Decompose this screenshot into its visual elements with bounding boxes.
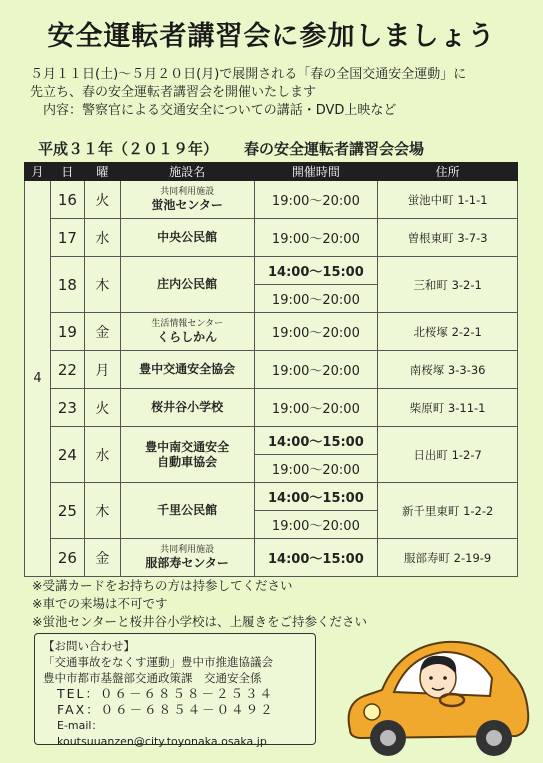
table-row [25,257,518,285]
weekday-cell: 木 [84,257,120,313]
venue-cell [120,257,254,313]
day-cell: 24 [50,427,84,483]
day-cell: 25 [50,483,84,539]
venue-cell [120,351,254,389]
intro-line: 先立ち、春の安全運転者講習会を開催いたします [30,85,317,100]
address-cell: 三和町 3-2-1 [378,257,518,313]
table-header-row [25,163,518,181]
venue-cell [120,427,254,483]
venue-name: 中央公民館 [157,230,218,244]
schedule-year: 平成３１年（２０１９年） [38,140,219,158]
venue-cell [120,389,254,427]
day-cell: 26 [50,539,84,577]
venue-cell [120,181,254,219]
note-item: ※受講カードをお持ちの方は持参してください [32,578,293,593]
note-item: ※蛍池センターと桜井谷小学校は、上履きをご持参ください [32,614,367,629]
venue-name: 千里公民館 [157,503,218,517]
table-row [25,427,518,455]
day-cell: 22 [50,351,84,389]
time-cell: 19:00～20:00 [254,313,378,351]
intro-line: ５月１１日(土)～５月２０日(月)で展開される「春の全国交通安全運動」に [30,67,467,82]
contact-fax: FAX：０６－６８５４－０４９２ [57,702,275,717]
address-cell: 服部寿町 2-19-9 [378,539,518,577]
venue-cell [120,539,254,577]
venue-name: 豊中交通安全協会 [139,362,236,376]
weekday-cell: 金 [84,313,120,351]
table-row [25,219,518,257]
schedule-heading [38,138,508,159]
venue-name: 豊中南交通安全 自動車協会 [145,439,230,469]
day-cell: 17 [50,219,84,257]
weekday-cell: 木 [84,483,120,539]
venue-cell [120,219,254,257]
schedule-table [24,162,518,577]
weekday-cell: 水 [84,427,120,483]
page-title: 安全運転者講習会に参加しましょう [47,21,496,52]
table-row [25,181,518,219]
time-cell: 14:00～15:00 [254,483,378,511]
contact-email: E-mail：koutsuuanzen@city.toyonaka.osaka.jp [57,719,267,748]
day-cell: 16 [50,181,84,219]
time-cell: 19:00～20:00 [254,285,378,313]
venue-subtitle: 共同利用施設 [160,187,215,197]
time-cell: 19:00～20:00 [254,181,378,219]
intro-text [30,66,520,120]
weekday-cell: 月 [84,351,120,389]
contact-tel: TEL：０６－６８５８－２５３４ [57,686,274,701]
table-row [25,539,518,577]
address-cell: 曽根東町 3-7-3 [378,219,518,257]
headlight [364,704,380,720]
table-row [25,351,518,389]
contact-label: 【お問い合わせ】 [43,639,135,653]
venue-cell [120,313,254,351]
venue-name: くらしかん [157,330,218,344]
header-time: 開催時間 [254,163,378,181]
header-month: 月 [25,163,51,181]
weekday-cell: 金 [84,539,120,577]
contact-org: 「交通事故をなくす運動」豊中市推進協議会 [43,655,273,669]
contact-box [34,633,316,748]
header-venue: 施設名 [120,163,254,181]
day-cell: 19 [50,313,84,351]
time-cell: 19:00～20:00 [254,455,378,483]
venue-name: 桜井谷小学校 [151,400,224,414]
time-cell: 14:00～15:00 [254,257,378,285]
time-cell: 19:00～20:00 [254,511,378,539]
intro-content-line: 内容：警察官による交通安全についての講話・DVD上映など [43,103,397,118]
schedule-name: 春の安全運転者講習会会場 [244,140,425,158]
time-cell: 19:00～20:00 [254,219,378,257]
address-cell: 北桜塚 2-2-1 [378,313,518,351]
time-cell: 19:00～20:00 [254,351,378,389]
address-cell: 南桜塚 3-3-36 [378,351,518,389]
time-cell: 14:00～15:00 [254,427,378,455]
day-cell: 23 [50,389,84,427]
venue-name: 庄内公民館 [157,277,218,291]
venue-subtitle: 生活情報センター [151,319,223,329]
table-row [25,483,518,511]
header-address: 住所 [378,163,518,181]
time-cell: 14:00～15:00 [254,539,378,577]
address-cell: 新千里東町 1-2-2 [378,483,518,539]
venue-cell [120,483,254,539]
table-row [25,389,518,427]
month-cell: 4 [25,181,51,577]
address-cell: 蛍池中町 1-1-1 [378,181,518,219]
venue-name: 服部寿センター [145,556,229,570]
day-cell: 18 [50,257,84,313]
address-cell: 日出町 1-2-7 [378,427,518,483]
venue-name: 蛍池センター [151,198,223,212]
table-row [25,313,518,351]
time-cell: 19:00～20:00 [254,389,378,427]
address-cell: 柴原町 3-11-1 [378,389,518,427]
weekday-cell: 火 [84,389,120,427]
header-day: 日 [50,163,84,181]
header-weekday: 曜 [84,163,120,181]
weekday-cell: 水 [84,219,120,257]
car-driver-illustration [330,612,540,762]
contact-dept: 豊中市都市基盤部交通政策課 交通安全係 [43,671,262,685]
note-item: ※車での来場は不可です [32,596,168,611]
weekday-cell: 火 [84,181,120,219]
venue-subtitle: 共同利用施設 [160,545,215,555]
